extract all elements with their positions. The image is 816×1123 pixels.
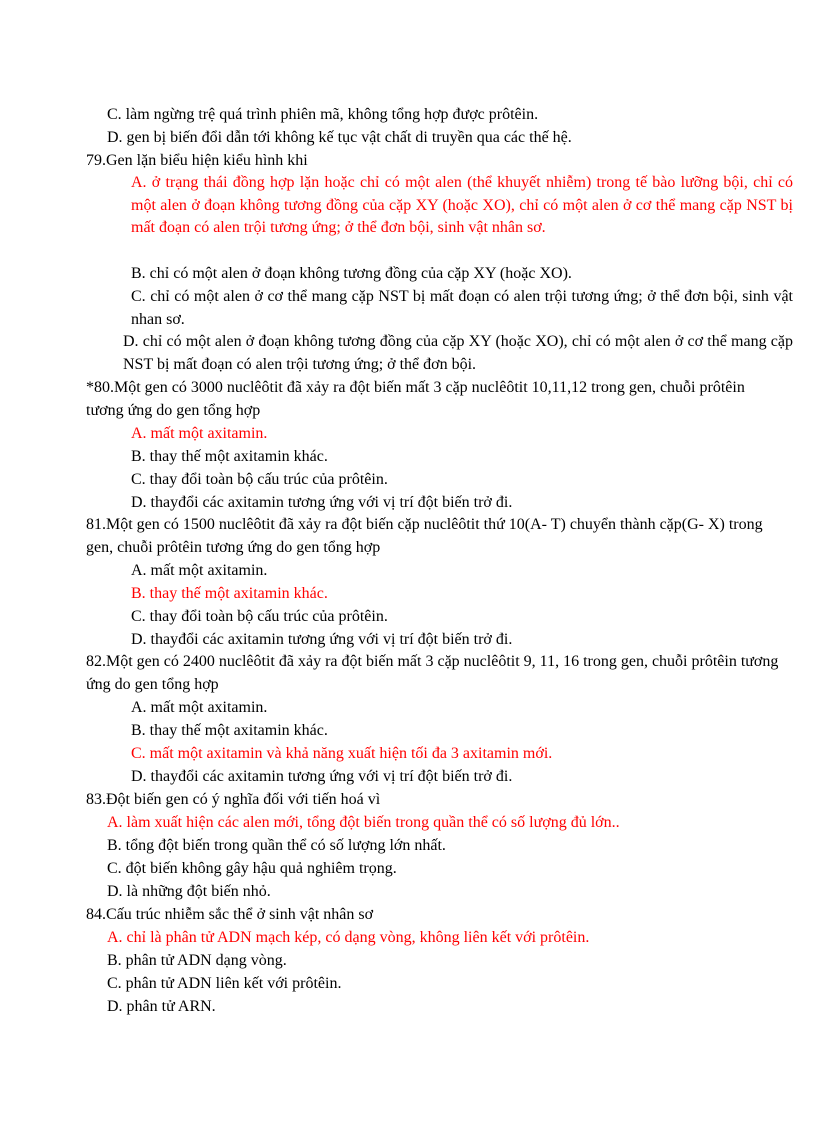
q82-option-b: B. thay thế một axitamin khác. xyxy=(131,722,328,739)
question-83: 83.Đột biến gen có ý nghĩa đối với tiến hoá vì xyxy=(86,791,381,808)
q83-option-b: B. tổng đột biến trong quần thể có số lượng lớn nhất. xyxy=(107,837,446,854)
q79-option-a-correct: A. ở trạng thái đồng hợp lặn hoặc chỉ có một alen (thể khuyết nhiễm) trong tế bào lưỡng bội, chỉ có một alen ở đoạn không tương đồng của cặp XY (hoặc XO), chỉ có một alen ở cơ thể mang cặp NST bị mất đoạn có alen trội tương ứng; ở thể đơn bội, sinh vật nhân sơ. xyxy=(131,174,793,236)
q84-option-d: D. phân tử ARN. xyxy=(107,998,216,1015)
q83-option-d: D. là những đột biến nhỏ. xyxy=(107,883,271,900)
q81-option-d: D. thayđổi các axitamin tương ứng với vị trí đột biến trở đi. xyxy=(131,631,513,648)
question-79: 79.Gen lặn biểu hiện kiểu hình khi xyxy=(86,152,308,169)
question-81: 81.Một gen có 1500 nuclêôtit đã xảy ra đột biến cặp nuclêôtit thứ 10(A- T) chuyển thành cặp(G- X) trong gen, chuỗi prôtêin tương ứng do gen tổng hợp xyxy=(86,516,763,556)
question-80: *80.Một gen có 3000 nuclêôtit đã xảy ra đột biến mất 3 cặp nuclêôtit 10,11,12 trong gen, chuỗi prôtêin tương ứng do gen tổng hợp xyxy=(86,379,745,419)
prev-option-d: D. gen bị biến đổi dẫn tới không kế tục vật chất di truyền qua các thế hệ. xyxy=(107,129,572,146)
q82-option-c-correct: C. mất một axitamin và khả năng xuất hiện tối đa 3 axitamin mới. xyxy=(131,745,553,762)
q79-option-c: C. chỉ có một alen ở cơ thể mang cặp NST bị mất đoạn có alen trội tương ứng; ở thể đơn bội, sinh vật nhan sơ. xyxy=(131,288,793,328)
q84-option-b: B. phân tử ADN dạng vòng. xyxy=(107,952,287,969)
q84-option-a-correct: A. chỉ là phân tử ADN mạch kép, có dạng vòng, không liên kết với prôtêin. xyxy=(107,929,590,946)
q82-option-a: A. mất một axitamin. xyxy=(131,699,268,716)
q79-option-b: B. chỉ có một alen ở đoạn không tương đồng của cặp XY (hoặc XO). xyxy=(131,265,572,282)
q83-option-a-correct: A. làm xuất hiện các alen mới, tổng đột biến trong quần thể có số lượng đủ lớn.. xyxy=(107,814,620,831)
q84-option-c: C. phân tử ADN liên kết với prôtêin. xyxy=(107,975,342,992)
question-82: 82.Một gen có 2400 nuclêôtit đã xảy ra đột biến mất 3 cặp nuclêôtit 9, 11, 16 trong gen, chuỗi prôtêin tương ứng do gen tổng hợp xyxy=(86,653,779,693)
q80-option-a-correct: A. mất một axitamin. xyxy=(131,425,268,442)
q80-option-b: B. thay thế một axitamin khác. xyxy=(131,448,328,465)
q81-option-b-correct: B. thay thế một axitamin khác. xyxy=(131,585,328,602)
q81-option-c: C. thay đổi toàn bộ cấu trúc của prôtêin. xyxy=(131,608,388,625)
q80-option-d: D. thayđổi các axitamin tương ứng với vị trí đột biến trở đi. xyxy=(131,494,513,511)
q82-option-d: D. thayđổi các axitamin tương ứng với vị trí đột biến trở đi. xyxy=(131,768,513,785)
q79-option-d: D. chỉ có một alen ở đoạn không tương đồng của cặp XY (hoặc XO), chỉ có một alen ở cơ thể mang cặp NST bị mất đoạn có alen trội tương ứng; ở thể đơn bội. xyxy=(123,333,793,373)
q80-option-c: C. thay đổi toàn bộ cấu trúc của prôtêin. xyxy=(131,471,388,488)
q81-option-a: A. mất một axitamin. xyxy=(131,562,268,579)
q83-option-c: C. đột biến không gây hậu quả nghiêm trọng. xyxy=(107,860,397,877)
question-84: 84.Cấu trúc nhiễm sắc thể ở sinh vật nhân sơ xyxy=(86,906,374,923)
prev-option-c: C. làm ngừng trệ quá trình phiên mã, không tổng hợp được prôtêin. xyxy=(107,106,539,123)
